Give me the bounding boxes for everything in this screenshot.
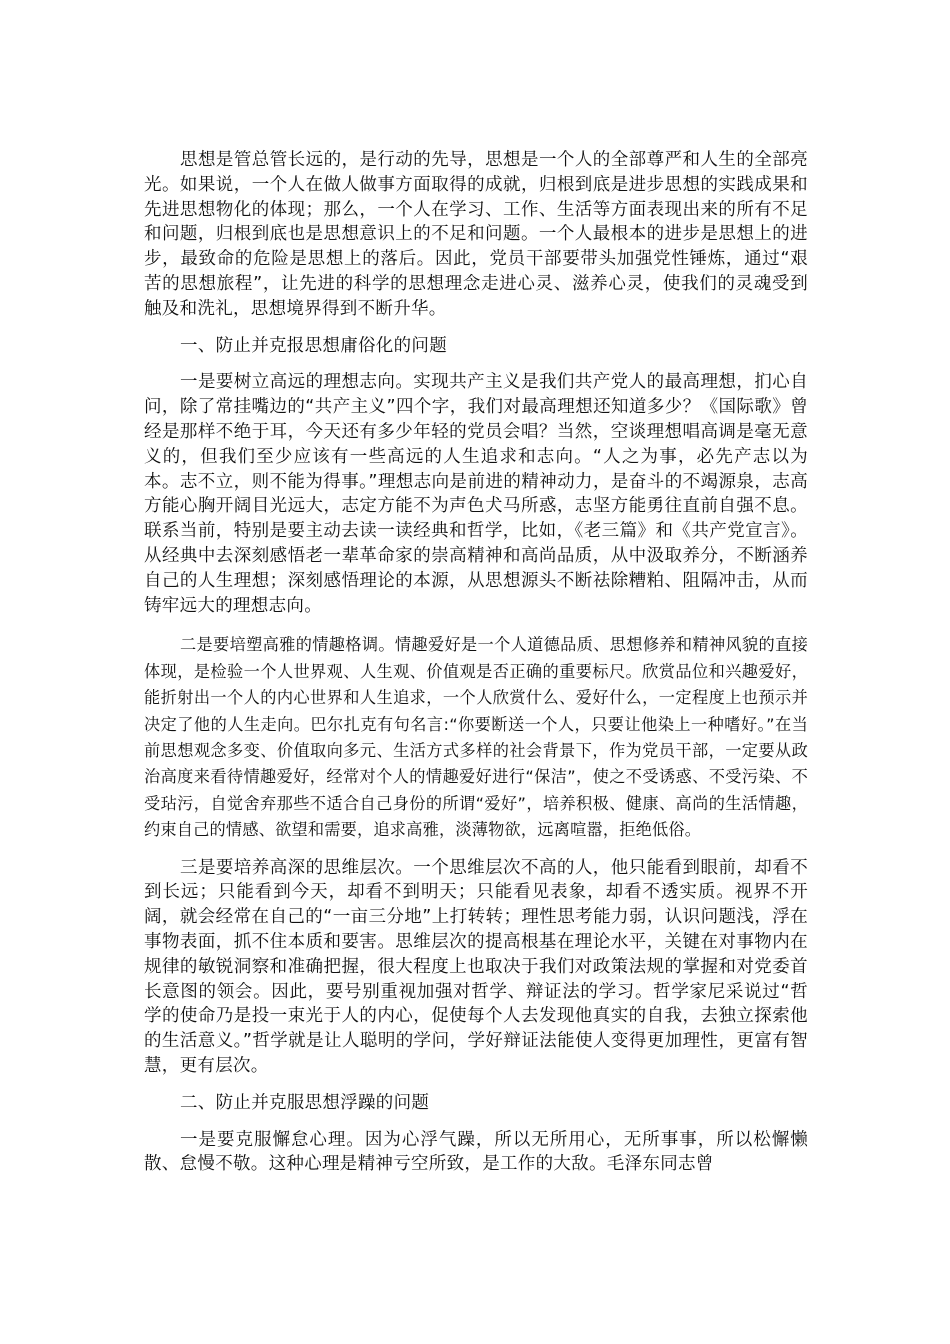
section1-paragraph-2: 二是要培塑高雅的情趣格调。情趣爱好是一个人道德品质、思想修养和精神风貌的直接体现，是检验一个人世界观、人生观、价值观是否正确的重要标尺。欣赏品位和兴趣爱好，能折射出一个人的内心世界和人生追求，一个人欣赏什么、爱好什么，一定程度上也预示并决定了他的人生走向。巴尔扎克有句名言:“你要断送一个人，只要让他染上一种嗜好。”在当前思想观念多变、价值取向多元、生活方式多样的社会背景下，作为党员干部，一定要从政治高度来看待情趣爱好，经常对个人的情趣爱好进行“保洁”，使之不受诱惑、不受污染、不受玷污，自觉舍弃那些不适合自己身份的所谓“爱好”，培养积极、健康、高尚的生活情趣，约束自己的情感、欲望和需要，追求高雅，淡薄物欲，远离喧嚣，拒绝低俗。 — [144, 635, 808, 840]
section2-paragraph-1: 一是要克服懈怠心理。因为心浮气躁，所以无所用心，无所事事，所以松懈懒散、怠慢不敬。这种心理是精神亏空所致，是工作的大敌。毛泽东同志曾 — [144, 1129, 808, 1175]
section1-paragraph-3: 三是要培养高深的思维层次。一个思维层次不高的人，他只能看到眼前，却看不到长远；只能看到今天，却看不到明天；只能看见表象，却看不透实质。视界不开阔，就会经常在自己的“一亩三分地”上打转转；理性思考能力弱，认识问题浅，浮在事物表面，抓不住本质和要害。思维层次的提高根基在理论水平，关键在对事物内在规律的敏锐洞察和准确把握，很大程度上也取决于我们对政策法规的掌握和对党委首长意图的领会。因此，要号别重视加强对哲学、辩证法的学习。哲学家尼采说过“哲学的使命乃是投一束光于人的内心，促使每个人去发现他真实的自我，去独立探索他的生活意义。”哲学就是让人聪明的学问，学好辩证法能使人变得更加理性，更富有智慧，更有层次。 — [144, 857, 808, 1076]
section-heading-1: 一、防止并克报思想庸俗化的问题 — [180, 335, 447, 356]
intro-paragraph: 思想是管总管长远的，是行动的先导，思想是一个人的全部尊严和人生的全部亮光。如果说，一个人在做人做事方面取得的成就，归根到底是进步思想的实践成果和先进思想物化的体现；那么，一个人在学习、工作、生活等方面表现出来的所有不足和问题，归根到底也是思想意识上的不足和问题。一个人最根本的进步是思想上的进步，最致命的危险是思想上的落后。因此，党员干部要带头加强党性锤炼，通过“艰苦的思想旅程”，让先进的科学的思想理念走进心灵、滋养心灵，使我们的灵魂受到触及和洗礼，思想境界得到不断升华。 — [144, 150, 808, 319]
section-heading-2: 二、防止并克服思想浮躁的问题 — [180, 1092, 430, 1113]
document-body — [144, 148, 808, 1177]
section1-paragraph-1: 一是要树立高远的理想志向。实现共产主义是我们共产党人的最高理想，扪心自问，除了常挂嘴边的“共产主义”四个字，我们对最高理想还知道多少？《国际歌》曾经是那样不绝于耳，今天还有多少年轻的党员会唱？当然，空谈理想唱高调是毫无意义的，但我们至少应该有一些高远的人生追求和志向。“人之为事，必先产志以为本。志不立，则不能为得事。”理想志向是前进的精神动力，是奋斗的不竭源泉，志高方能心胸开阔目光远大，志定方能不为声色犬马所惑，志坚方能勇往直前自强不息。联系当前，特别是要主动去读一读经典和哲学，比如，《老三篇》和《共产党宣言》。从经典中去深刻感悟老一辈革命家的崇高精神和高尚品质，从中汲取养分，不断涵养自己的人生理想；深刻感悟理论的本源，从思想源头不断祛除糟粕、阻隔冲击，从而铸牢远大的理想志向。 — [144, 372, 808, 616]
